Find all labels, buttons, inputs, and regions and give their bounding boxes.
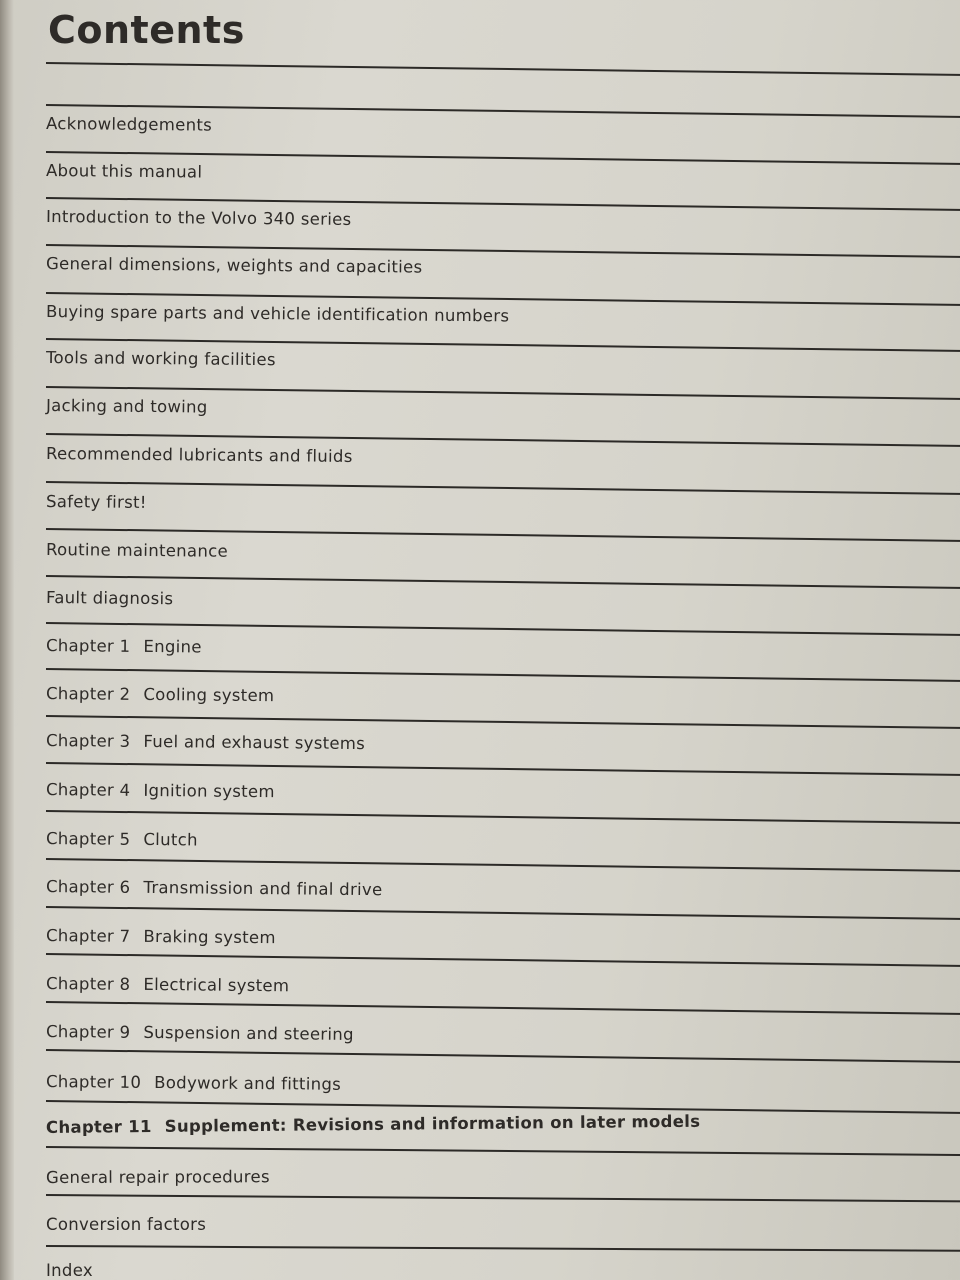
toc-entry-index: Index	[46, 1261, 93, 1280]
divider	[46, 1049, 960, 1063]
toc-entry-safety-first: Safety first!	[45, 492, 147, 512]
toc-entry-routine-maintenance: Routine maintenance	[45, 540, 229, 561]
toc-entry-chapter-7: Chapter 7 Braking system	[45, 926, 276, 948]
page-title: Contents	[48, 8, 245, 52]
divider	[46, 1194, 960, 1203]
divider	[46, 1001, 960, 1015]
toc-entry-jacking: Jacking and towing	[45, 396, 208, 417]
divider	[46, 858, 960, 872]
divider	[46, 575, 960, 589]
divider	[46, 762, 960, 776]
toc-entry-chapter-4: Chapter 4 Ignition system	[45, 780, 275, 802]
toc-entry-buying-spare-parts: Buying spare parts and vehicle identification numbers	[45, 302, 510, 326]
divider	[46, 481, 960, 495]
toc-entry-about-manual: About this manual	[45, 161, 203, 182]
toc-entry-general-dimensions: General dimensions, weights and capacities	[45, 254, 423, 277]
toc-entry-chapter-11: Chapter 11 Supplement: Revisions and information on later models	[45, 1111, 701, 1137]
toc-entry-conversion-factors: Conversion factors	[46, 1215, 207, 1234]
toc-entry-chapter-5: Chapter 5 Clutch	[45, 829, 198, 850]
toc-entry-general-repair: General repair procedures	[45, 1167, 270, 1187]
divider	[46, 668, 960, 682]
toc-entry-chapter-6: Chapter 6 Transmission and final drive	[45, 877, 383, 900]
divider	[46, 906, 960, 920]
divider	[46, 1100, 960, 1114]
toc-entry-acknowledgements: Acknowledgements	[45, 114, 213, 135]
toc-entry-chapter-10: Chapter 10 Bodywork and fittings	[45, 1072, 342, 1094]
divider	[46, 62, 960, 76]
toc-entry-chapter-1: Chapter 1 Engine	[45, 636, 202, 657]
divider	[46, 715, 960, 729]
toc-entry-tools: Tools and working facilities	[45, 348, 276, 370]
divider	[46, 953, 960, 967]
divider	[46, 810, 960, 824]
toc-entry-fault-diagnosis: Fault diagnosis	[45, 588, 174, 609]
divider	[46, 528, 960, 542]
divider	[46, 1146, 960, 1156]
divider	[46, 622, 960, 636]
toc-entry-chapter-9: Chapter 9 Suspension and steering	[45, 1022, 354, 1044]
toc-entry-introduction: Introduction to the Volvo 340 series	[45, 207, 352, 229]
divider	[46, 1245, 960, 1252]
toc-entry-chapter-2: Chapter 2 Cooling system	[45, 684, 275, 706]
toc-entry-chapter-3: Chapter 3 Fuel and exhaust systems	[45, 731, 366, 754]
toc-entry-lubricants: Recommended lubricants and fluids	[45, 444, 353, 466]
toc-entry-chapter-8: Chapter 8 Electrical system	[45, 974, 290, 996]
